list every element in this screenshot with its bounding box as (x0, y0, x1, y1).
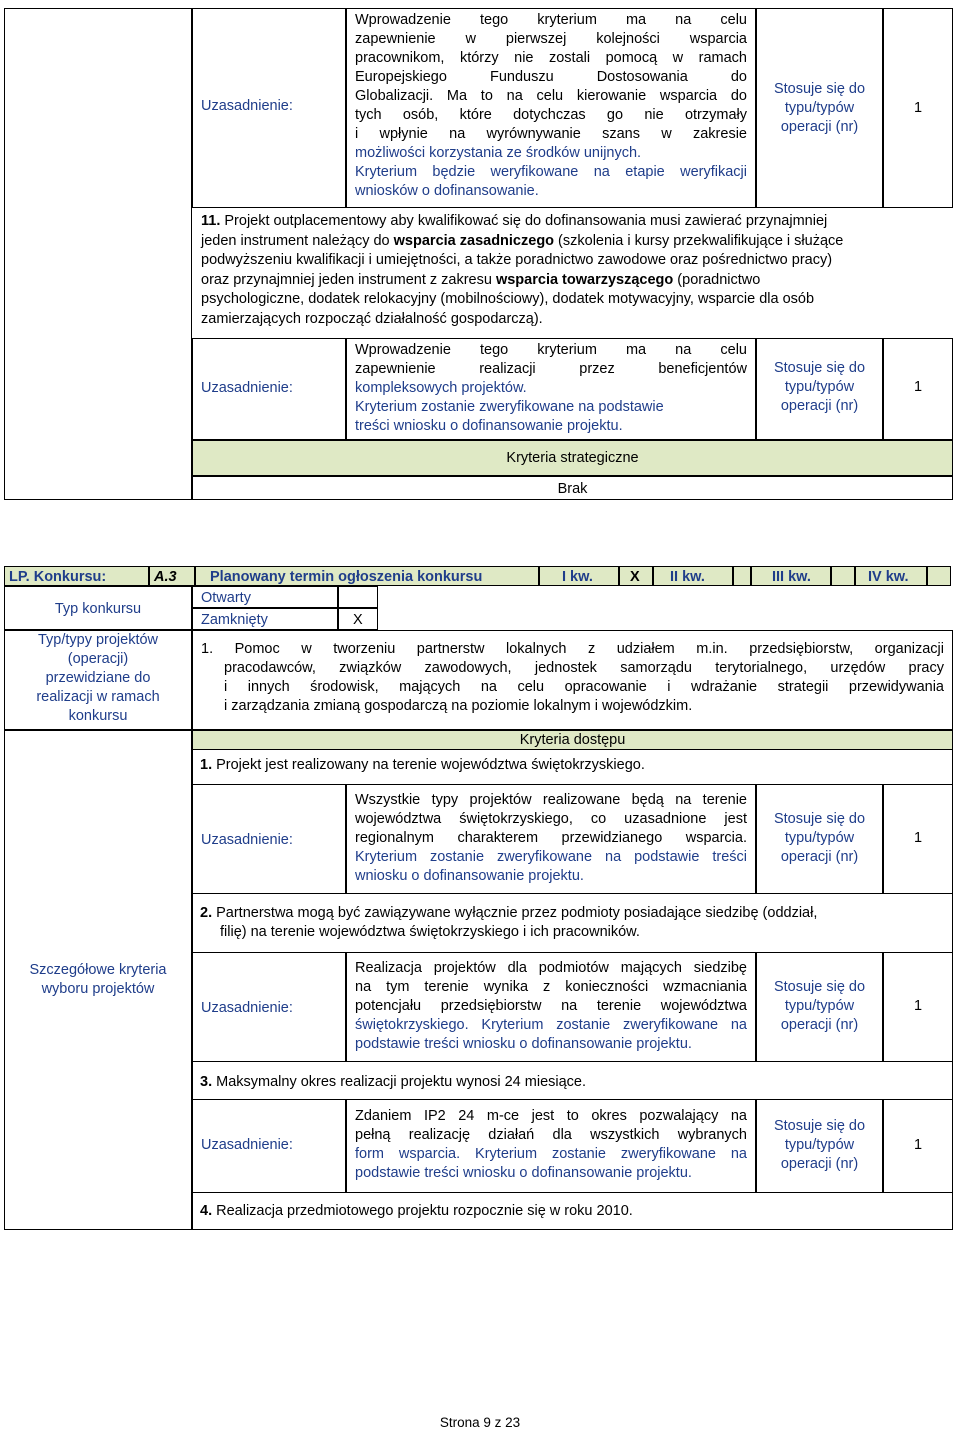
criterion-3 (200, 1073, 940, 1092)
criterion-11-line: podwyższeniu kwalifikacji i umiejętności, a także poradnictwo zawodowe oraz pośrednictwo pracy) (201, 252, 833, 268)
uzasadnienie-label: Uzasadnienie: (201, 98, 293, 114)
uzasadnienie-text-cell-2 (346, 338, 756, 440)
criterion-4-text: Realizacja przedmiotowego projektu rozpocznie się w roku 2010. (212, 1203, 633, 1219)
zamkniety-label: Zamknięty (201, 612, 268, 628)
lp-konkursu-label-cell (4, 566, 149, 586)
c3-uzasadnienie-text-cell (346, 1099, 756, 1193)
q1-mark-cell (619, 566, 653, 586)
applies-line: Stosuje się do (773, 811, 866, 827)
applies-line: Stosuje się do (773, 1118, 866, 1134)
c2-applies-number-cell (883, 952, 953, 1062)
uzasadnienie-line: kompleksowych projektów. (355, 380, 527, 396)
q1-mark: X (630, 569, 640, 585)
criterion-11-line: jeden instrument należący do wsparcia zasadniczego (szkolenia i kursy przekwalifikujące i służące (201, 232, 844, 249)
typy-projektow-line: i zarządzania zmianą gospodarczą na poziomie lokalnym i wojewódzkim. (224, 698, 693, 714)
c2-applies-cell (756, 952, 883, 1062)
uzasadnienie-line: pełną realizację działań dla wszystkich wybranych (355, 1127, 747, 1143)
applies-line: typu/typów (784, 100, 855, 116)
typy-projektow-label-line: realizacji w ramach (36, 689, 160, 705)
zamkniety-mark-cell (338, 608, 378, 630)
typy-projektow-content-cell (192, 630, 953, 730)
applies-cell-2 (756, 338, 883, 440)
q4-cell (855, 566, 927, 586)
lp-konkursu-value-cell (149, 566, 195, 586)
c3-uzasadnienie-label-cell (192, 1099, 346, 1193)
uzasadnienie-line: tych osób, które dotychczas go nie otrzymały (355, 107, 747, 123)
criterion-1-text: Projekt jest realizowany na terenie województwa świętokrzyskiego. (212, 757, 645, 773)
applies-number: 1 (913, 1137, 923, 1153)
uzasadnienie-line: możliwości korzystania ze środków unijnych. (355, 145, 642, 161)
criterion-2 (200, 904, 945, 942)
typy-projektow-line: 1. Pomoc w tworzeniu partnerstw lokalnych z udziałem m.in. przedsiębiorstw, organizacji (201, 641, 944, 657)
criterion-11-line: psychologiczne, dodatek relokacyjny (mobilnościowy), dodatek motywacyjny, wsparcie dla osób (201, 291, 815, 307)
applies-number-cell-1 (883, 8, 953, 208)
kryteria-strategiczne-label: Kryteria strategiczne (506, 450, 639, 466)
typ-konkursu-label: Typ konkursu (54, 601, 142, 617)
applies-line: typu/typów (784, 379, 855, 395)
typy-projektow-label-line: (operacji) (67, 651, 129, 667)
uzasadnienie-line: treści wniosku o dofinansowanie projektu. (355, 418, 623, 434)
uzasadnienie-line: Kryterium zostanie zweryfikowane na podstawie treści (355, 849, 747, 865)
applies-line: Stosuje się do (773, 979, 866, 995)
uzasadnienie-line: wniosku o dofinansowanie projektu. (355, 868, 584, 884)
kryteria-dostepu-label: Kryteria dostępu (519, 732, 626, 748)
applies-line: Stosuje się do (773, 360, 866, 376)
criterion-4-number: 4. (200, 1203, 213, 1219)
applies-line: Stosuje się do (773, 81, 866, 97)
c1-uzasadnienie-text-cell (346, 784, 756, 894)
criterion-2-line: 2. Partnerstwa mogą być zawiązywane wyłącznie przez podmioty posiadające siedzibę (oddział, (200, 905, 818, 921)
criterion-11-line: oraz przynajmniej jeden instrument z zakresu wsparcia towarzyszącego (poradnictwo (201, 271, 761, 288)
uzasadnienie-label-cell-1 (192, 8, 346, 208)
q3-cell (751, 566, 831, 586)
applies-line: operacji (nr) (780, 398, 859, 414)
brak-cell (192, 476, 953, 500)
q3-mark-cell (831, 566, 855, 586)
otwarty-cell (192, 586, 338, 608)
uzasadnienie-line: Kryterium zostanie zweryfikowane na podstawie (355, 399, 664, 415)
criterion-11-line: zamierzających rozpocząć działalność gospodarczą). (201, 310, 543, 327)
applies-cell-1 (756, 8, 883, 208)
applies-line: operacji (nr) (780, 119, 859, 135)
q2-cell (653, 566, 733, 586)
uzasadnienie-label: Uzasadnienie: (201, 1000, 293, 1016)
kryteria-strategiczne-header (192, 440, 953, 476)
uzasadnienie-line: zapewnienie realizacji przez beneficjentów (355, 361, 747, 377)
typy-projektow-label-line: przewidziane do (45, 670, 151, 686)
criterion-11 (201, 212, 946, 329)
uzasadnienie-label-cell-2 (192, 338, 346, 440)
typy-projektow-line: pracodawców, związków zawodowych, jednostek samorządu terytorialnego, urzędów pracy (224, 660, 944, 676)
zamkniety-cell (192, 608, 338, 630)
szczegolowe-label-cell (4, 730, 192, 1230)
c1-applies-number-cell (883, 784, 953, 894)
applies-line: operacji (nr) (780, 849, 859, 865)
q1-cell (539, 566, 619, 586)
uzasadnienie-line: Wszystkie typy projektów realizowane będą na terenie (355, 792, 747, 808)
uzasadnienie-label: Uzasadnienie: (201, 832, 293, 848)
criterion-2-number: 2. (200, 905, 213, 921)
lp-konkursu-value: A.3 (154, 569, 177, 585)
applies-number: 1 (913, 100, 923, 116)
criterion-3-text: Maksymalny okres realizacji projektu wynosi 24 miesiące. (212, 1074, 587, 1090)
uzasadnienie-line: na tym terenie wynika z konieczności wzmacniania (355, 979, 747, 995)
uzasadnienie-line: podstawie treści wniosku o dofinansowanie projektu. (355, 1165, 692, 1181)
otwarty-label: Otwarty (201, 590, 251, 606)
q2-label: II kw. (670, 569, 705, 585)
q4-label: IV kw. (868, 569, 909, 585)
criterion-1 (200, 756, 940, 775)
applies-number-cell-2 (883, 338, 953, 440)
wsparcie-towarzyszace: wsparcia towarzyszącego (495, 271, 674, 288)
lp-konkursu-label: LP. Konkursu: (9, 569, 107, 585)
criterion-4 (200, 1202, 940, 1221)
uzasadnienie-line: Realizacja projektów dla podmiotów mających siedzibę (355, 960, 747, 976)
szczegolowe-label-line: Szczegółowe kryteria (29, 962, 167, 978)
planowany-termin-label: Planowany termin ogłoszenia konkursu (210, 569, 483, 585)
applies-number: 1 (913, 830, 923, 846)
typ-konkursu-label-cell (4, 586, 192, 630)
c1-uzasadnienie-label-cell (192, 784, 346, 894)
q3-label: III kw. (772, 569, 811, 585)
uzasadnienie-line: form wsparcia. Kryterium zostanie zweryfikowane na (355, 1146, 747, 1162)
uzasadnienie-line: świętokrzyskiego. Kryterium zostanie zweryfikowane na (355, 1017, 747, 1033)
szczegolowe-label-line: wyboru projektów (41, 981, 155, 997)
uzasadnienie-line: Zdaniem IP2 24 m-ce jest to okres pozwalający na (355, 1108, 747, 1124)
c3-applies-cell (756, 1099, 883, 1193)
uzasadnienie-label: Uzasadnienie: (201, 1137, 293, 1153)
uzasadnienie-line: potencjału przedsiębiorstw na terenie województwa (355, 998, 747, 1014)
applies-number: 1 (913, 379, 923, 395)
applies-number: 1 (913, 998, 923, 1014)
uzasadnienie-line: województwa świętokrzyskiego, co uzasadnione jest (355, 811, 747, 827)
typy-projektow-label-line: Typ/typy projektów (37, 632, 159, 648)
top-left-column (4, 8, 192, 500)
applies-line: operacji (nr) (780, 1156, 859, 1172)
c2-uzasadnienie-label-cell (192, 952, 346, 1062)
criterion-1-number: 1. (200, 757, 213, 773)
criterion-11-line: 11. Projekt outplacementowy aby kwalifikować się do dofinansowania musi zawierać przynajmniej (201, 213, 828, 229)
zamkniety-mark: X (353, 612, 363, 628)
criterion-11-number: 11. (201, 213, 221, 229)
otwarty-mark-cell (338, 586, 378, 608)
c1-applies-cell (756, 784, 883, 894)
q1-label: I kw. (562, 569, 593, 585)
applies-line: typu/typów (784, 830, 855, 846)
uzasadnienie-line: zapewnienie w pierwszej kolejności wsparcia (355, 31, 747, 47)
uzasadnienie-line: i wpłynie na wyrównywanie szans w zakresie (355, 126, 747, 142)
typy-projektow-label-line: konkursu (68, 708, 128, 724)
uzasadnienie-line: wniosków o dofinansowanie. (355, 183, 539, 199)
kryteria-dostepu-header (192, 730, 953, 750)
uzasadnienie-line: Wprowadzenie tego kryterium ma na celu (355, 342, 747, 358)
c3-applies-number-cell (883, 1099, 953, 1193)
uzasadnienie-line: regionalnym charakterem przewidzianego wsparcia. (355, 830, 747, 846)
q4-mark-cell (927, 566, 951, 586)
planowany-termin-cell (195, 566, 539, 586)
c2-uzasadnienie-text-cell (346, 952, 756, 1062)
criterion-3-number: 3. (200, 1074, 213, 1090)
brak-label: Brak (557, 481, 588, 497)
uzasadnienie-text-cell-1 (346, 8, 756, 208)
uzasadnienie-line: Globalizacji. Ma to na celu kierowanie wsparcia do (355, 88, 747, 104)
uzasadnienie-line: pracownikom, którzy nie zostali pomocą w ramach (355, 50, 747, 66)
uzasadnienie-line: podstawie treści wniosku o dofinansowanie projektu. (355, 1036, 692, 1052)
uzasadnienie-label: Uzasadnienie: (201, 380, 293, 396)
q2-mark-cell (733, 566, 751, 586)
applies-line: typu/typów (784, 998, 855, 1014)
uzasadnienie-line: Kryterium będzie weryfikowane na etapie weryfikacji (355, 164, 747, 180)
applies-line: operacji (nr) (780, 1017, 859, 1033)
applies-line: typu/typów (784, 1137, 855, 1153)
uzasadnienie-line: Europejskiego Funduszu Dostosowania do (355, 69, 747, 85)
uzasadnienie-line: Wprowadzenie tego kryterium ma na celu (355, 12, 747, 28)
criterion-2-line: filię) na terenie województwa świętokrzyskiego i ich pracowników. (220, 924, 640, 940)
wsparcie-zasadnicze: wsparcia zasadniczego (393, 232, 555, 249)
typy-projektow-line: i innych środowisk, mających na celu opracowanie i wdrażanie strategii przewidywania (224, 679, 944, 695)
typy-projektow-label-cell (4, 630, 192, 730)
page-number: Strona 9 z 23 (439, 1415, 521, 1430)
